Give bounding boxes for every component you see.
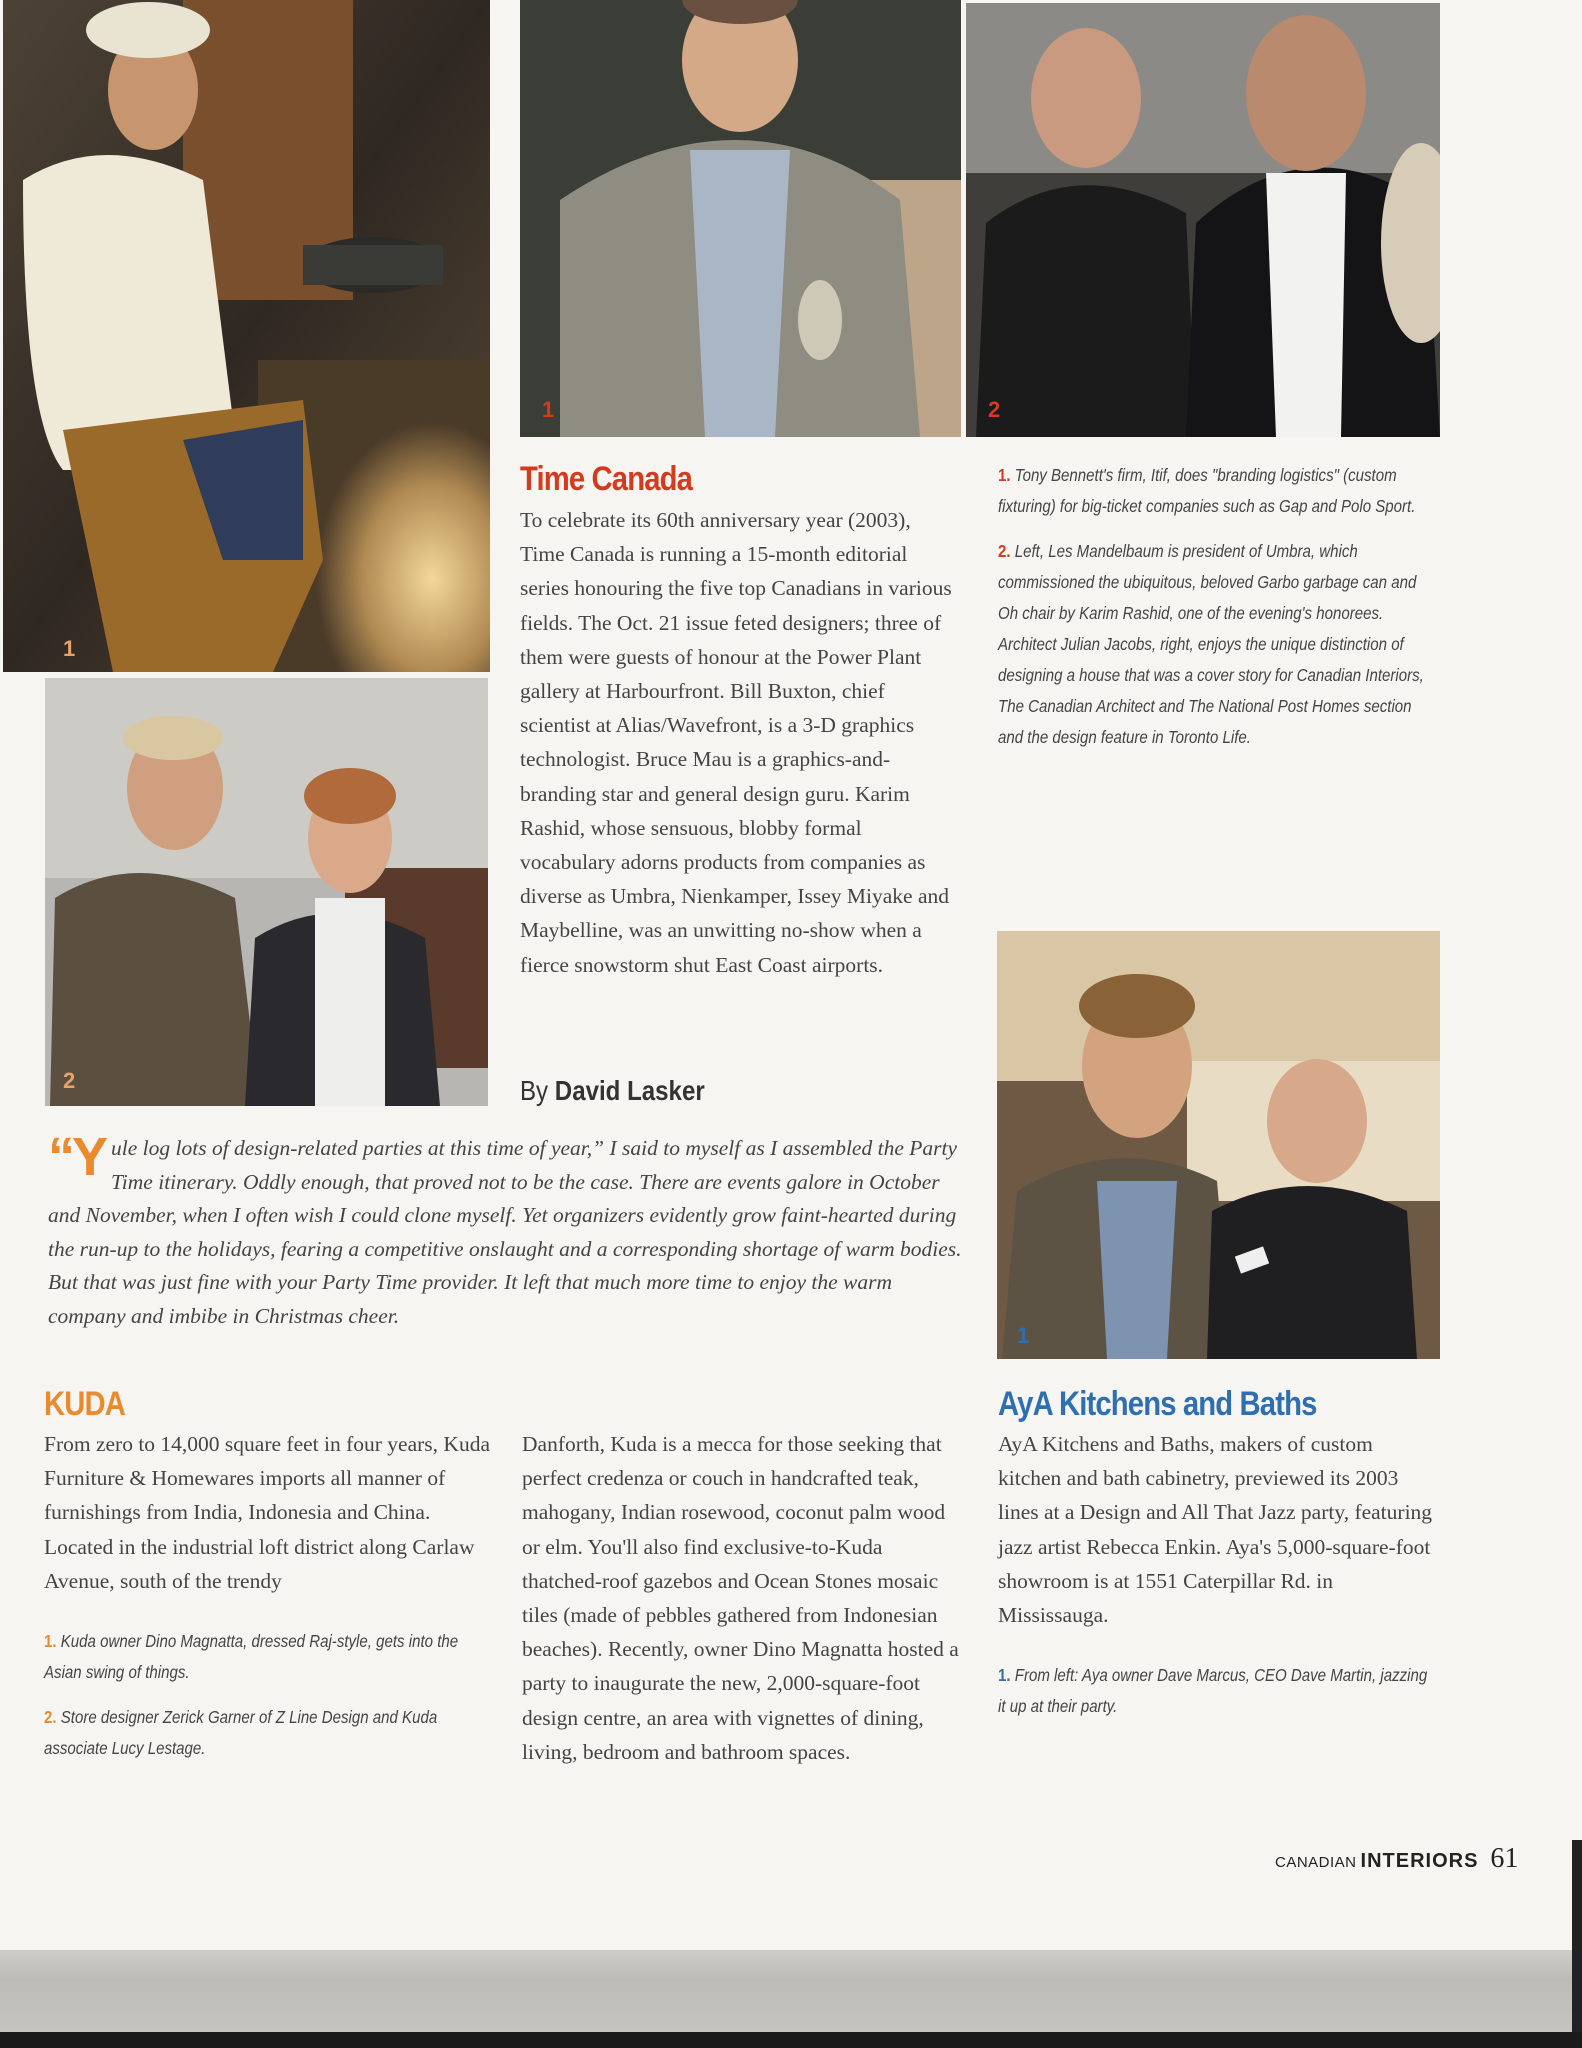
caption-number: 2. bbox=[44, 1707, 57, 1727]
photo-mandelbaum-and-jacobs bbox=[966, 3, 1440, 437]
photo-number-label: 2 bbox=[63, 1068, 76, 1093]
scan-edge-shadow bbox=[1572, 1840, 1582, 2040]
caption-text: From left: Aya owner Dave Marcus, CEO Dave Martin, jazzing it up at their party. bbox=[998, 1665, 1428, 1716]
photo-kuda-owner bbox=[3, 0, 490, 672]
footer-magazine-name: INTERIORS bbox=[1360, 1850, 1479, 1872]
aya-captions bbox=[998, 1660, 1435, 1736]
caption-number: 2. bbox=[998, 541, 1011, 561]
intro-text: ule log lots of design-related parties at this time of year,” I said to myself as I assembled the Party Time itinerary. Oddly enough, that proved not to be the case. There are events galore in October and November, when I often wish I could clone myself. Yet organizers evidently grow faint-hearted during the run-up to the holidays, fearing a competitive onslaught and a corresponding shortage of warm bodies. But that was just fine with your Party Time provider. It left that much more time to enjoy the warm company and imbibe in Christmas cheer. bbox=[48, 1136, 962, 1328]
time-canada-body: To celebrate its 60th anniversary year (2003), Time Canada is running a 15-month editorial series honouring the five top Canadians in various fields. The Oct. 21 issue feted designers; three of them were guests of honour at the Power Plant gallery at Harbourfront. Bill Buxton, chief scientist at Alias/Wavefront, is a 3-D graphics technologist. Bruce Mau is a graphics-and-branding star and general design guru. Karim Rashid, whose sensuous, blobby formal vocabulary adorns products from companies as diverse as Umbra, Nienkamper, Issey Miyake and Maybelline, was an unwitting no-show when a fierce snowstorm shut East Coast airports. bbox=[520, 508, 952, 977]
byline-prefix: By bbox=[520, 1075, 549, 1106]
aya-heading: AyA Kitchens and Baths bbox=[998, 1385, 1317, 1423]
photo-number-label: 2 bbox=[988, 397, 1001, 422]
footer-magazine-prefix: CANADIAN bbox=[1275, 1854, 1357, 1871]
caption-text: Store designer Zerick Garner of Z Line Design and Kuda associate Lucy Lestage. bbox=[44, 1707, 438, 1758]
kuda-body-column-1: From zero to 14,000 square feet in four years, Kuda Furniture & Homewares imports all manner of furnishings from India, Indonesia and China. Located in the industrial loft district along Carlaw Avenue, south of the trendy bbox=[44, 1432, 490, 1593]
page-footer bbox=[1275, 1843, 1518, 1875]
photo-kuda-designer-and-associate bbox=[45, 678, 488, 1106]
caption-number: 1. bbox=[998, 465, 1011, 485]
page-number: 61 bbox=[1490, 1843, 1519, 1874]
caption-1 bbox=[998, 1660, 1435, 1722]
caption-1 bbox=[998, 460, 1435, 522]
caption-text: Tony Bennett's firm, Itif, does "branding logistics" (custom fixturing) for big-ticket companies such as Gap and Polo Sport. bbox=[998, 465, 1416, 516]
caption-2 bbox=[998, 536, 1435, 753]
photo-number-label: 1 bbox=[542, 397, 555, 422]
photo-aya-owners bbox=[997, 931, 1440, 1359]
aya-body: AyA Kitchens and Baths, makers of custom kitchen and bath cabinetry, previewed its 2003 lines at a Design and All That Jazz party, featuring jazz artist Rebecca Enkin. Aya's 5,000-square-foot showroom is at 1551 Caterpillar Rd. in Mississauga. bbox=[998, 1432, 1433, 1628]
scan-edge-bottom bbox=[0, 2032, 1582, 2048]
caption-number: 1. bbox=[44, 1631, 57, 1651]
caption-text: Left, Les Mandelbaum is president of Umbra, which commissioned the ubiquitous, beloved Garbo garbage can and Oh chair by Karim Rashid, one of the evening's honorees. Architect Julian Jacobs, right, enjoys the unique distinction of designing a house that was a cover story for Canadian Interiors, The Canadian Architect and The National Post Homes section and the design feature in Toronto Life. bbox=[998, 541, 1424, 747]
caption-2 bbox=[44, 1702, 483, 1764]
caption-1 bbox=[44, 1626, 483, 1688]
photo-number-label: 1 bbox=[63, 636, 76, 661]
caption-text: Kuda owner Dino Magnatta, dressed Raj-style, gets into the Asian swing of things. bbox=[44, 1631, 459, 1682]
byline-author: David Lasker bbox=[554, 1075, 705, 1106]
kuda-heading: KUDA bbox=[44, 1385, 126, 1423]
drop-cap: “Y bbox=[48, 1127, 106, 1187]
intro-paragraph bbox=[48, 1127, 968, 1333]
photo-tony-bennett bbox=[520, 0, 961, 437]
caption-number: 1. bbox=[998, 1665, 1011, 1685]
time-canada-heading: Time Canada bbox=[520, 460, 693, 498]
kuda-body-column-2: Danforth, Kuda is a mecca for those seeking that perfect credenza or couch in handcrafted teak, mahogany, Indian rosewood, coconut palm wood or elm. You'll also find exclusive-to-Kuda thatched-roof gazebos and Ocean Stones mosaic tiles (made of pebbles gathered from Indonesian beaches). Recently, owner Dino Magnatta hosted a party to inaugurate the new, 2,000-square-foot design centre, an area with vignettes of dining, living, bedroom and bathroom spaces. bbox=[522, 1432, 959, 1764]
time-canada-captions bbox=[998, 460, 1435, 767]
kuda-captions bbox=[44, 1626, 483, 1778]
byline bbox=[520, 1075, 705, 1107]
photo-number-label: 1 bbox=[1017, 1323, 1030, 1348]
